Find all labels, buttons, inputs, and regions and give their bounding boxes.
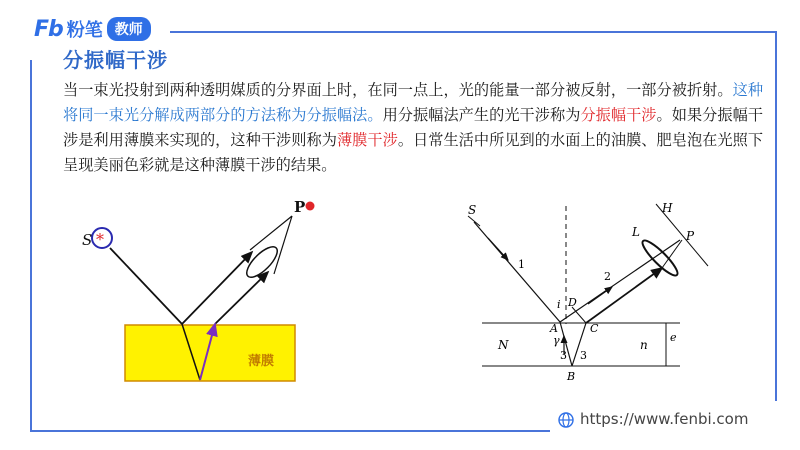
page-title: 分振幅干涉 [63, 48, 168, 72]
para-red-term-1: 分振幅干涉 [580, 106, 657, 124]
focus-line-2 [274, 216, 292, 274]
lens [242, 242, 282, 282]
film-label: 薄膜 [248, 354, 275, 369]
label-N: N [498, 338, 509, 352]
logo-chinese: 粉笔 [66, 20, 103, 41]
label-P: P [686, 229, 695, 243]
label-3a: 3 [560, 349, 567, 362]
frame-bottom-line [30, 430, 550, 432]
logo-badge: 教师 [107, 17, 151, 41]
label-S: S [468, 203, 477, 217]
logo-latin: Fb [34, 16, 63, 42]
label-e: e [670, 331, 677, 344]
ray-1-arrow [488, 238, 508, 260]
label-1: 1 [518, 258, 525, 271]
source-star: * [96, 230, 104, 249]
para-red-term-2: 薄膜干涉 [336, 131, 398, 149]
para-s1: 当一束光投射到两种透明媒质的分界面上时，在同一点上，光的能量一部分被反射，一部分被折射。 [63, 81, 733, 99]
source-label: S [82, 231, 93, 249]
label-n: n [640, 338, 648, 352]
globe-icon [558, 412, 574, 428]
film-rect [125, 325, 295, 381]
para-blue-highlight: 这种将同一束光分解成两部分的方法称为分振幅法。 [63, 81, 764, 124]
point-label: P [294, 198, 306, 216]
reflected-ray-2 [215, 272, 268, 324]
frame-left-line [30, 60, 32, 432]
right-diagram [440, 196, 710, 386]
ray-3-reflected [586, 268, 662, 323]
frame-top-line [170, 31, 777, 33]
label-i: i [557, 298, 561, 311]
para-s5: 。日常生活中所见到的水面上的油膜、肥皂泡在光照下呈现美丽色彩就是这种薄膜干涉的结果。 [63, 131, 764, 174]
label-C: C [590, 322, 599, 335]
brand-logo [34, 16, 151, 42]
point-dot [306, 202, 315, 211]
reflected-ray-1 [182, 252, 252, 324]
label-gamma: γ [553, 334, 560, 347]
source-tick [468, 216, 480, 226]
label-2: 2 [604, 270, 611, 283]
ray-2-arrow [588, 287, 612, 304]
label-L: L [632, 225, 640, 239]
incident-ray [110, 248, 182, 324]
left-diagram [80, 190, 340, 390]
para-s3: 用分振幅法产生的光干涉称为 [382, 106, 581, 124]
frame-right-line [775, 31, 777, 401]
focus-line-1 [250, 216, 292, 250]
label-H: H [662, 201, 673, 215]
label-3b: 3 [580, 349, 587, 362]
footer-url[interactable]: https://www.fenbi.com [580, 410, 749, 428]
label-A: A [550, 322, 558, 335]
para-s4: 。如果分振幅干涉是利用薄膜来实现的，这种干涉则称为 [63, 106, 764, 149]
body-paragraph [63, 78, 763, 178]
label-D: D [568, 296, 577, 309]
ray-1 [474, 222, 560, 322]
label-B: B [567, 370, 576, 383]
